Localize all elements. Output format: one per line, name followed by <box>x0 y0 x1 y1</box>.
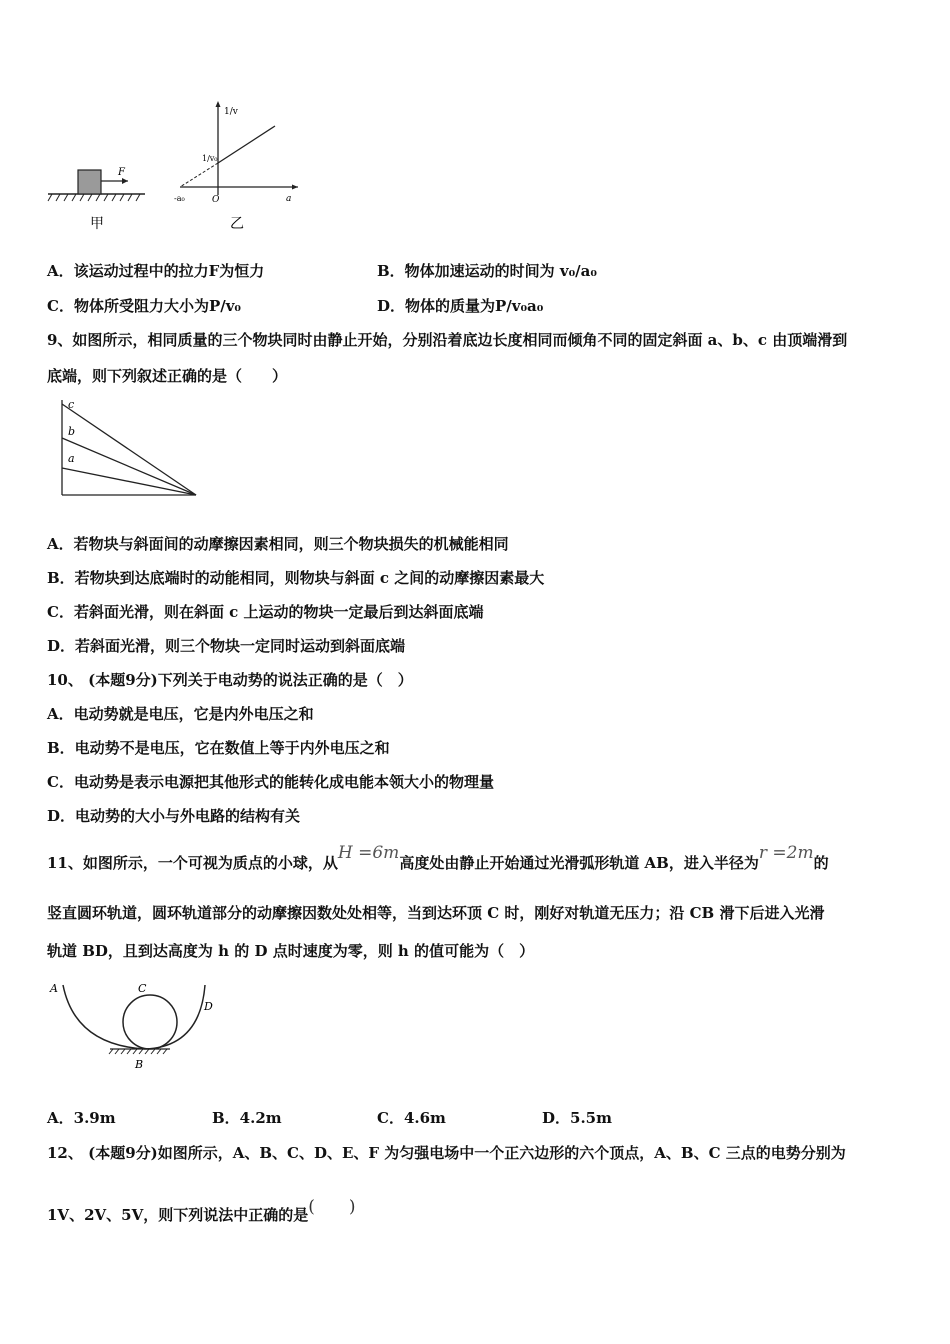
point-a-label: A <box>50 982 58 995</box>
q9-option-b: B．若物块到达底端时的动能相同，则物块与斜面 c 之间的动摩擦因素最大 <box>47 569 545 587</box>
force-label: F <box>118 167 125 178</box>
incline-b-label: b <box>68 425 76 438</box>
q11-track-figure <box>45 975 235 1075</box>
height-expression: H =6m <box>337 843 400 863</box>
q8-option-b: B．物体加速运动的时间为 v₀/a₀ <box>377 262 597 280</box>
incline-a-label: a <box>68 452 75 465</box>
q12-stem-line1: 12、 (本题9分)如图所示，A、B、C、D、E、F 为匀强电场中一个正六边形的六个顶点，A、B、C 三点的电势分别为 <box>47 1144 846 1162</box>
q11-stem-part3: 的 <box>813 854 829 872</box>
q10-option-a: A．电动势就是电压，它是内外电压之和 <box>47 705 314 723</box>
incline-c-label: c <box>68 398 75 411</box>
q9-stem-line2: 底端，则下列叙述正确的是（ ） <box>47 367 288 385</box>
point-b-label: B <box>135 1058 144 1071</box>
point-c-label: C <box>138 982 147 995</box>
q9-option-a: A．若物块与斜面间的动摩擦因素相同，则三个物块损失的机械能相同 <box>47 535 509 553</box>
y-axis-label: 1/v <box>224 107 238 117</box>
q10-option-d: D．电动势的大小与外电路的结构有关 <box>47 807 301 825</box>
neg-a0-label: -a₀ <box>174 194 185 203</box>
q11-option-a: A．3.9m <box>47 1109 116 1127</box>
q11-stem-line2: 竖直圆环轨道，圆环轨道部分的动摩擦因数处处相等，当到达环顶 C 时，刚好对轨道无压力；沿 CB 滑下后进入光滑 <box>47 904 825 922</box>
q8-figure <box>40 95 310 240</box>
q8-option-a: A．该运动过程中的拉力F为恒力 <box>47 262 265 280</box>
radius-expression: r =2m <box>758 843 814 863</box>
fig-yi <box>174 101 298 232</box>
fig-jia <box>48 167 145 232</box>
q9-incline-figure <box>55 398 205 500</box>
origin-label: O <box>212 195 220 205</box>
intercept-label: 1/v₀ <box>202 154 218 163</box>
q8-option-d: D．物体的质量为P/v₀a₀ <box>377 297 544 315</box>
answer-paren: ( ) <box>308 1197 356 1217</box>
q10-option-b: B．电动势不是电压，它在数值上等于内外电压之和 <box>47 739 390 757</box>
q12-stem-text: 1V、2V、5V，则下列说法中正确的是 <box>47 1206 309 1224</box>
q11-stem-line1 <box>47 843 829 873</box>
fig-jia-label: 甲 <box>90 216 104 232</box>
q9-stem-line1: 9、如图所示，相同质量的三个物块同时由静止开始，分别沿着底边长度相同而倾角不同的固定斜面 a、b、c 由顶端滑到 <box>47 331 848 349</box>
q10-stem: 10、 (本题9分)下列关于电动势的说法正确的是（ ） <box>47 671 413 689</box>
fig-yi-label: 乙 <box>230 216 244 232</box>
q11-stem-part2: 高度处由静止开始通过光滑弧形轨道 AB，进入半径为 <box>399 854 759 872</box>
x-axis-label: a <box>286 194 292 204</box>
block <box>78 170 101 194</box>
q11-option-d: D．5.5m <box>542 1109 612 1127</box>
q9-option-d: D．若斜面光滑，则三个物块一定同时运动到斜面底端 <box>47 637 406 655</box>
q11-stem-part1: 11、如图所示，一个可视为质点的小球，从 <box>47 854 338 872</box>
q12-stem-line2 <box>47 1197 356 1225</box>
q10-option-c: C．电动势是表示电源把其他形式的能转化成电能本领大小的物理量 <box>47 773 494 791</box>
point-d-label: D <box>204 1000 213 1013</box>
q11-option-b: B．4.2m <box>212 1109 282 1127</box>
q9-option-c: C．若斜面光滑，则在斜面 c 上运动的物块一定最后到达斜面底端 <box>47 603 484 621</box>
q11-stem-line3: 轨道 BD，且到达高度为 h 的 D 点时速度为零，则 h 的值可能为（ ） <box>47 942 535 960</box>
q8-option-c: C．物体所受阻力大小为P/v₀ <box>47 297 241 315</box>
q11-option-c: C．4.6m <box>377 1109 446 1127</box>
